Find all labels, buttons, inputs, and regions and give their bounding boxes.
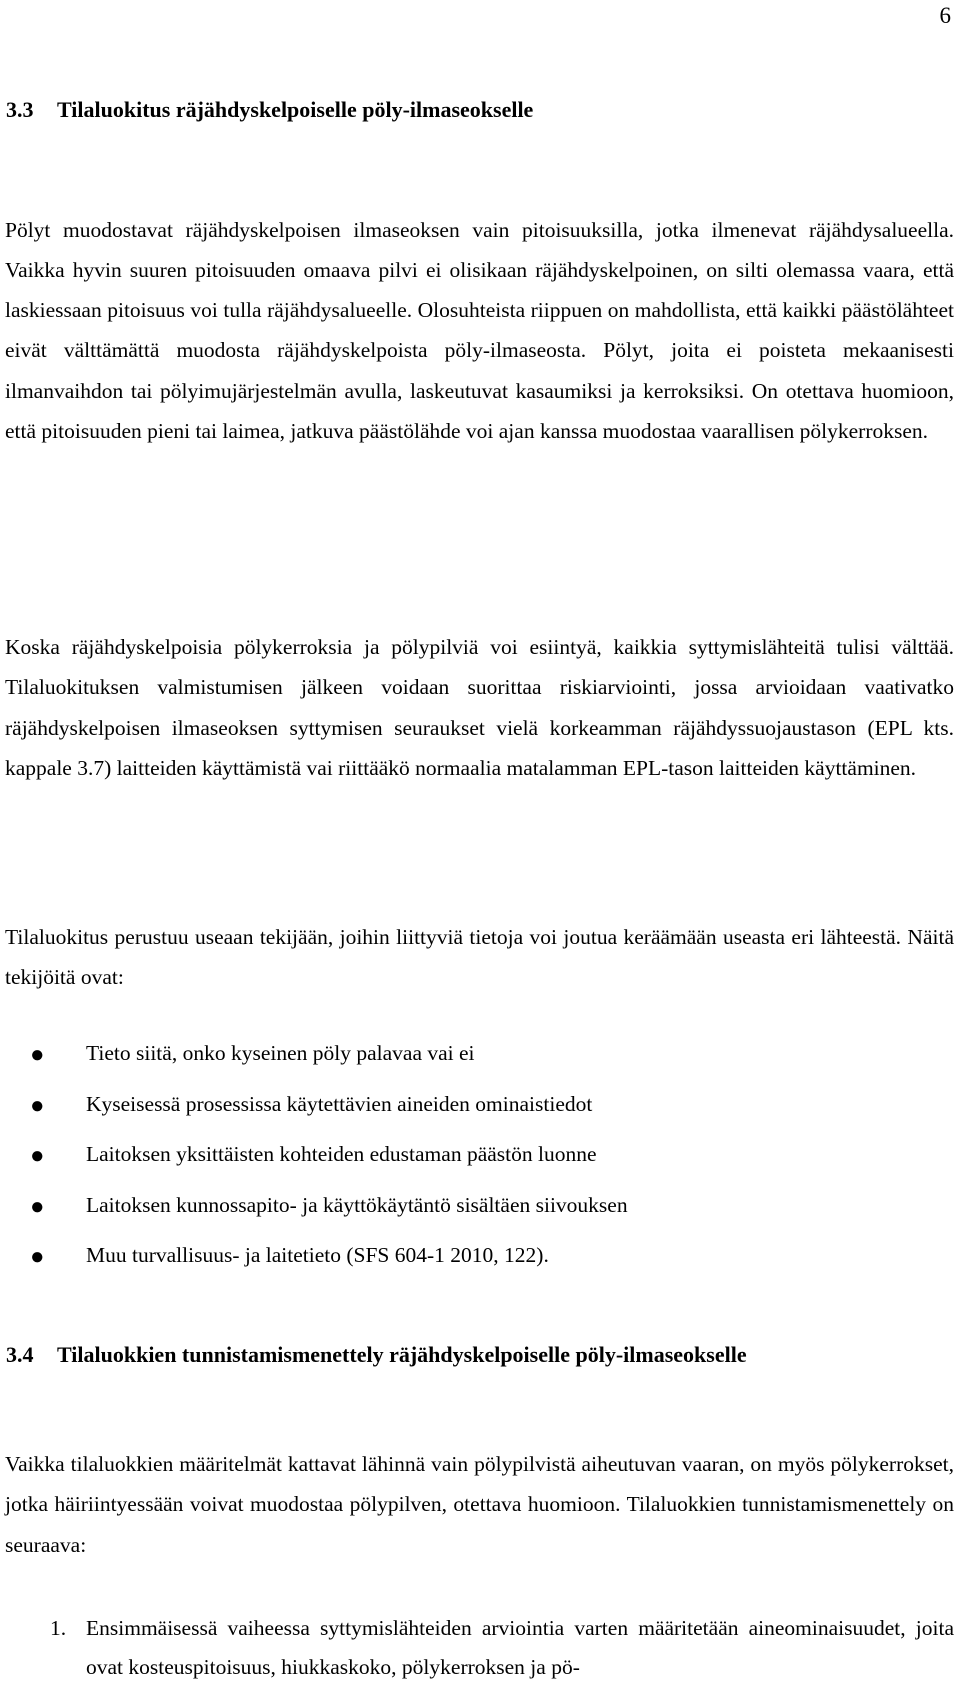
step-number: 1. — [50, 1616, 67, 1640]
paragraph-dust-mixtures: Pölyt muodostavat räjähdyskelpoisen ilmaseoksen vain pitoisuuksilla, jotka ilmenevat räjähdysalueella. Vaikka hyvin suuren pitoisuuden omaava pilvi ei olisikaan räjähdyskelpoinen, on silti olemassa vaara, että laskiessaan pitoisuus voi tulla räjähdysalueelle. Olosuhteista riippuen on mahdollista, että kaikki päästölähteet eivät välttämättä muodosta räjähdyskelpoista pöly-ilmaseosta. Pölyt, joita ei poisteta mekaanisesti ilmanvaihdon tai pölyimujärjestelmän avulla, laskeutuvat kasaumiksi ja kerroksiksi. On otettava huomioon, että pitoisuuden pieni tai laimea, jatkuva päästölähde voi ajan kanssa muodostaa vaarallisen pölykerroksen. — [5, 217, 954, 443]
list-item — [0, 1141, 960, 1192]
page-number: 6 — [939, 3, 951, 28]
list-item — [0, 1609, 960, 1687]
list-item — [0, 1242, 960, 1293]
paragraph-ignition-sources: Koska räjähdyskelpoisia pölykerroksia ja pölypilviä voi esiintyä, kaikkia syttymislähteitä tulisi välttää. Tilaluokituksen valmistumisen jälkeen voidaan suorittaa riskiarviointi, jossa arvioidaan vaativatko räjähdyskelpoisen ilmaseoksen syttymisen seuraukset vielä korkeamman räjähdyssuojaustason (EPL kts. kappale 3.7) laitteiden käyttämistä vai riittääkö normaalia matalamman EPL-tason laitteiden käyttäminen. — [5, 634, 954, 781]
list-item-text: Tieto siitä, onko kyseinen pöly palavaa vai ei — [86, 1041, 475, 1065]
list-item-text: Kyseisessä prosessissa käytettävien aineiden ominaistiedot — [86, 1091, 593, 1116]
list-item-text: Muu turvallisuus- ja laitetieto (SFS 604-1 2010, 122). — [86, 1243, 549, 1267]
paragraph-identification-procedure: Vaikka tilaluokkien määritelmät kattavat lähinnä vain pölypilvistä aiheutuvan vaaran, on myös pölykerrokset, jotka häiriintyessään voivat muodostaa pölypilven, otettava huomioon. Tilaluokkien tunnistamismenettely on seuraava: — [5, 1451, 954, 1557]
factor-list — [0, 1040, 960, 1293]
section-number: 3.3 — [6, 97, 34, 122]
section-title: Tilaluokitus räjähdyskelpoiselle pöly-ilmaseokselle — [57, 97, 534, 122]
step-text: Ensimmäisessä vaiheessa syttymislähteiden arviointia varten määritetään aineominaisuudet, joita ovat kosteuspitoisuus, hiukkaskoko, pölykerroksen ja pö- — [86, 1616, 954, 1679]
section-heading-3-3 — [6, 99, 533, 121]
bullet-icon: ● — [30, 1244, 45, 1270]
bullet-icon: ● — [30, 1193, 45, 1220]
list-item — [0, 1091, 960, 1142]
procedure-steps — [0, 1609, 960, 1687]
bullet-icon: ● — [30, 1042, 45, 1068]
bullet-icon: ● — [30, 1092, 45, 1119]
section-heading-3-4 — [6, 1344, 747, 1366]
list-item-text: Laitoksen kunnossapito- ja käyttökäytäntö sisältäen siivouksen — [86, 1192, 628, 1217]
bullet-icon: ● — [30, 1143, 45, 1169]
list-item — [0, 1192, 960, 1243]
section-title: Tilaluokkien tunnistamismenettely räjähdyskelpoiselle pöly-ilmaseokselle — [57, 1342, 747, 1367]
list-item — [0, 1040, 960, 1091]
paragraph-classification-factors: Tilaluokitus perustuu useaan tekijään, joihin liittyviä tietoja voi joutua keräämään useasta eri lähteestä. Näitä tekijöitä ovat: — [5, 924, 954, 989]
list-item-text: Laitoksen yksittäisten kohteiden edustaman päästön luonne — [86, 1142, 597, 1166]
section-number: 3.4 — [6, 1342, 34, 1367]
